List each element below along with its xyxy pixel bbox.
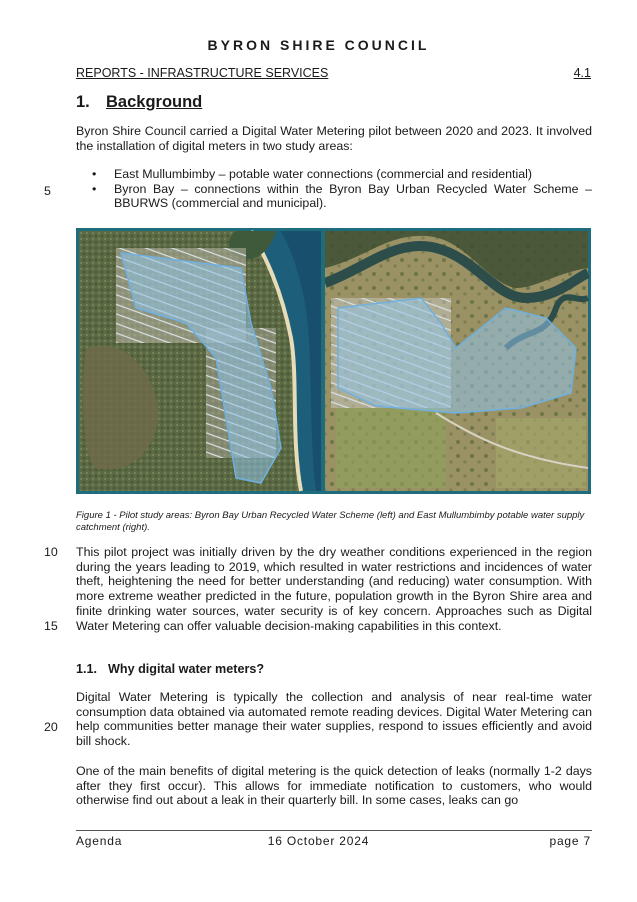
figure-caption: Figure 1 - Pilot study areas: Byron Bay Urban Recycled Water Scheme (left) and East Mullumbimby potable water supply catchment (right). — [76, 510, 585, 533]
pilot-paragraph: This pilot project was initially driven by the dry weather conditions experienced in the region during the years leading to 2019, which resulted in water restrictions and incidences of water theft, heightening the need for better understanding (and reducing) water consumption. With more extreme weather predicted in the future, population growth in the Byron Shire area and finite drinking water sources, water security is of key concern. Approaches such as Digital Water Metering can offer valuable decision-making capabilities in this context. — [76, 545, 592, 633]
heading-why-digital-meters — [76, 662, 264, 676]
footer-date: 16 October 2024 — [267, 834, 370, 848]
left-map-byron-bay — [79, 231, 321, 491]
section-label: REPORTS - INFRASTRUCTURE SERVICES — [76, 66, 329, 80]
organisation-name: BYRON SHIRE COUNCIL — [207, 37, 430, 53]
right-map-east-mullumbimby — [325, 231, 588, 491]
footer-agenda: Agenda — [76, 834, 123, 848]
subheading-number: 1.1. — [76, 662, 98, 676]
section-number: 4.1 — [573, 66, 591, 80]
heading-title: Background — [106, 93, 203, 111]
footer-divider — [76, 830, 592, 831]
study-area-figure — [76, 228, 591, 494]
study-area-list — [76, 167, 592, 211]
heading-background — [76, 93, 202, 112]
list-item: • East Mullumbimby – potable water connections (commercial and residential) — [76, 167, 592, 182]
dwm-paragraph: Digital Water Metering is typically the collection and analysis of near real-time water consumption data obtained via automated remote reading devices. Digital Water Metering can help communities better manage their water supplies, respond to issues efficiently and avoid bill shock. — [76, 690, 592, 749]
line-number: 20 — [44, 720, 58, 734]
list-item: • Byron Bay – connections within the Byron Bay Urban Recycled Water Scheme – BBURWS (commercial and municipal). — [76, 182, 592, 211]
footer-page-number: page 7 — [549, 834, 591, 848]
heading-number: 1. — [76, 93, 90, 111]
benefits-paragraph: One of the main benefits of digital metering is the quick detection of leaks (normally 1-2 days after they first occur). This allows for immediate notification to customers, who would otherwise find out about a leak in their quarterly bill. In some cases, leaks can go — [76, 764, 592, 808]
line-number: 15 — [44, 619, 58, 633]
line-number: 5 — [44, 184, 51, 198]
line-number: 10 — [44, 545, 58, 559]
intro-paragraph: Byron Shire Council carried a Digital Water Metering pilot between 2020 and 2023. It involved the installation of digital meters in two study areas: — [76, 124, 592, 153]
aerial-maps — [76, 228, 591, 494]
subheading-title: Why digital water meters? — [108, 662, 265, 676]
